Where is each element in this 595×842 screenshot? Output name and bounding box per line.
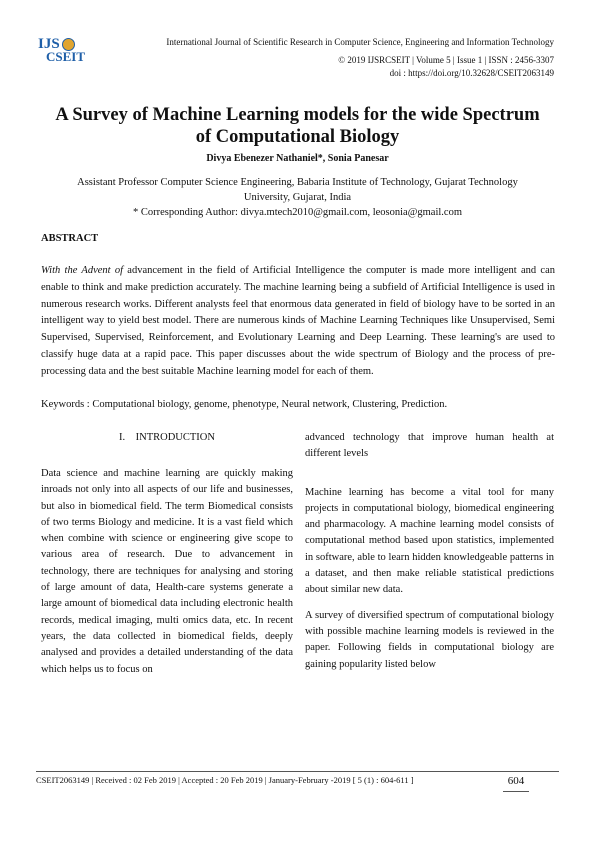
abstract-lead: With the Advent of — [41, 265, 124, 276]
intro-paragraph-continued: advanced technology that improve human health at different levels — [305, 432, 554, 460]
abstract-text: advancement in the field of Artificial Intelligence the computer is made more intelligent and can enable to think and make prediction accurately. The machine learning being a subfield of Artificial Intelligence is used in numerous research works. Different analysts feel that enormous data generated in field of biology have to be sorted in an intelligent way to yield best model. There are numerous kinds of Machine Learning Techniques like Unsupervised, Semi Supervised, Supervised, Reinforcement, and Evolutionary Learning and Deep Learning. These learning's are used to classify huge data at a rapid pace. This paper discusses about the wide spectrum of Biology and the process of pre-processing data and the best suitable Machine learning model for each of them. — [41, 265, 555, 377]
authors: Divya Ebenezer Nathaniel*, Sonia Panesar — [206, 153, 389, 164]
abstract-body — [41, 263, 555, 381]
keywords: Keywords : Computational biology, genome, phenotype, Neural network, Clustering, Prediction. — [41, 399, 448, 410]
right-column — [305, 430, 554, 673]
journal-logo — [38, 36, 88, 66]
header-journal: International Journal of Scientific Research in Computer Science, Engineering and Information Technology — [166, 37, 554, 47]
intro-paragraph-2: Machine learning has become a vital tool for many projects in computational biology, biomedical engineering and pharmacology. A machine learning model consists of computational method based upon statistics, implemented in software, able to learn hidden knowledgeable patterns in a dataset, and then make reliable statistical predictions about similar new data. — [305, 486, 554, 596]
footer-divider — [36, 771, 559, 772]
page-number: 604 — [503, 775, 529, 792]
header-doi: doi : https://doi.org/10.32628/CSEIT2063149 — [389, 68, 554, 78]
logo-text-top: IJS — [38, 36, 60, 52]
intro-paragraph-1: Data science and machine learning are quickly making inroads not only into all aspects of our life and businesses, but also in biomedical field. The term Biomedical consists of two terms Biology and medicine. It is a vast field which when combine with science or engineering give scope to various area of research. Due to advancement in technology, there are techniques for analysing and storing of large amount of data, Health-care systems generate a large amount of biomedical data including electronic health records, medical imaging, multi omics data, etc. In recent years, the data collected in biomedical fields, deeply analysed and provides a detailed understanding of the data which helps us to focus on — [41, 468, 293, 675]
corresponding-author: * Corresponding Author: divya.mtech2010@gmail.com, leosonia@gmail.com — [132, 207, 463, 218]
section-heading-introduction: I. INTRODUCTION — [119, 432, 215, 443]
logo-text-bottom: CSEIT — [46, 49, 86, 64]
left-column — [41, 466, 293, 678]
abstract-heading: ABSTRACT — [41, 233, 99, 244]
paper-title: A Survey of Machine Learning models for the wide Spectrum of Computational Biology — [55, 105, 540, 147]
header-issue: © 2019 IJSRCSEIT | Volume 5 | Issue 1 | ISSN : 2456-3307 — [338, 55, 554, 65]
intro-paragraph-3: A survey of diversified spectrum of computational biology with possible machine learning models is reviewed in the paper. Following fields in computational biology are gaining popularity listed below — [305, 609, 554, 670]
affiliation: Assistant Professor Computer Science Engineering, Babaria Institute of Technology, Gujarat Technology University, Gujarat, India * Corresponding Author: divya.mtech2010@gmail.com, leosonia@gmail.com — [60, 175, 535, 220]
footer-info: CSEIT2063149 | Received : 02 Feb 2019 | Accepted : 20 Feb 2019 | January-February -2019 [ 5 (1) : 604-611 ] — [36, 775, 414, 785]
